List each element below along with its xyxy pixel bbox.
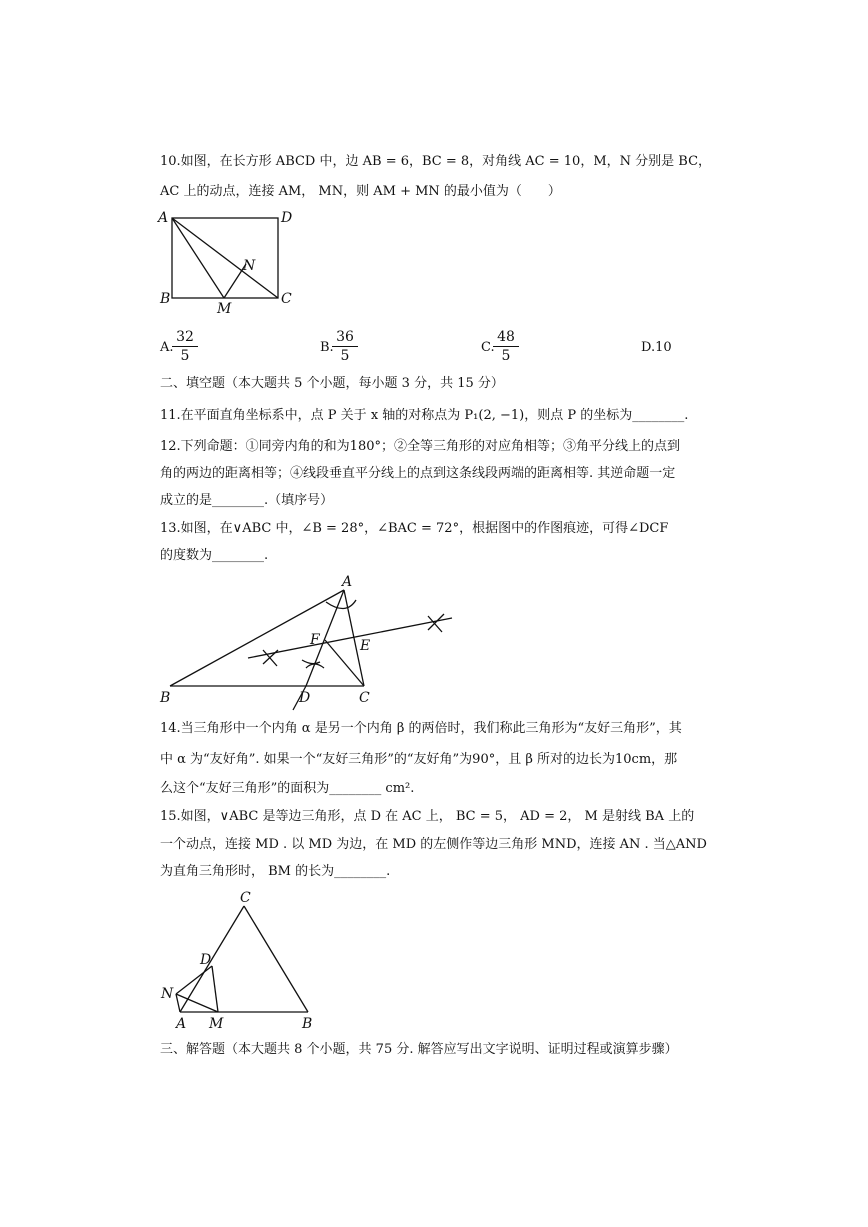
q10-diagonal-ac <box>172 218 278 298</box>
q13-line1: 13.如图，在∨ABC 中，∠B = 28°，∠BAC = 72°，根据图中的作图痕迹，可得∠DCF <box>160 521 669 536</box>
section2-heading: 二、填空题（本大题共 5 个小题，每小题 3 分，共 15 分） <box>160 376 504 391</box>
q13-cross-left <box>263 650 278 666</box>
q13-arc-a <box>326 600 356 609</box>
q15-label-c: C <box>240 890 251 906</box>
q10-label-n: N <box>243 258 256 274</box>
q13-label-b: B <box>160 690 171 706</box>
q15-segment-na <box>176 994 180 1012</box>
q15-figure <box>176 906 308 1012</box>
q15-line2: 一个动点，连接 MD . 以 MD 为边，在 MD 的左侧作等边三角形 MND，连接 AN . 当△AND <box>160 837 707 852</box>
q13-segment-fc <box>325 640 364 686</box>
q10-option-c-denominator: 5 <box>501 348 511 364</box>
q13-label-c: C <box>359 690 370 706</box>
q13-label-a: A <box>342 574 353 590</box>
q11-text: 11.在平面直角坐标系中，点 P 关于 x 轴的对称点为 P₁(2, −1)，则点 P 的坐标为________. <box>160 408 689 423</box>
q10-label-a: A <box>158 210 169 226</box>
q10-option-a-label: A. <box>160 340 174 355</box>
q10-label-b: B <box>160 291 171 307</box>
q10-segment-am <box>172 218 224 298</box>
q10-line2: AC 上的动点，连接 AM， MN，则 AM + MN 的最小值为（ ） <box>160 184 561 199</box>
q10-line1: 10.如图，在长方形 ABCD 中，边 AB = 6，BC = 8，对角线 AC = 10，M，N 分别是 BC， <box>160 154 712 169</box>
q10-option-a-denominator: 5 <box>180 348 190 364</box>
q15-label-n: N <box>161 986 174 1002</box>
q15-line1: 15.如图，∨ABC 是等边三角形，点 D 在 AC 上， BC = 5， AD = 2， M 是射线 BA 上的 <box>160 809 695 824</box>
q15-label-m: M <box>209 1016 224 1032</box>
q10-label-c: C <box>281 291 292 307</box>
q15-label-b: B <box>302 1016 313 1032</box>
q15-line3: 为直角三角形时， BM 的长为________. <box>160 864 391 879</box>
q12-line1: 12.下列命题：①同旁内角的和为180°；②全等三角形的对应角相等；③角平分线上的点到 <box>160 439 680 454</box>
q10-option-b-label: B. <box>320 340 334 355</box>
q14-line1: 14.当三角形中一个内角 α 是另一个内角 β 的两倍时，我们称此三角形为“友好三角形”，其 <box>160 721 682 736</box>
q10-label-m: M <box>217 301 232 317</box>
q15-label-a: A <box>176 1016 187 1032</box>
q10-option-c-fraction <box>493 328 519 365</box>
q10-option-c-label: C. <box>481 340 495 355</box>
q12-line2: 角的两边的距离相等；④线段垂直平分线上的点到这条线段两端的距离相等. 其逆命题一定 <box>160 466 676 481</box>
q15-side-bc <box>244 906 308 1012</box>
q10-option-b-numerator: 36 <box>332 328 358 347</box>
q10-option-b-denominator: 5 <box>340 348 350 364</box>
q10-option-c-numerator: 48 <box>493 328 519 347</box>
q13-line2: 的度数为________. <box>160 548 269 563</box>
q12-line3: 成立的是________.（填序号） <box>160 493 334 508</box>
q13-label-e: E <box>360 638 371 654</box>
q10-figure <box>172 218 278 298</box>
q14-line2: 中 α 为“友好角”. 如果一个“友好三角形”的“友好角”为90°，且 β 所对的边长为10cm，那 <box>160 752 678 767</box>
q10-label-d: D <box>281 210 293 226</box>
q15-segment-dm <box>212 966 218 1012</box>
q14-line3: 么这个“友好三角形”的面积为________ cm². <box>160 781 415 796</box>
q13-cross-right <box>428 614 444 632</box>
section3-heading: 三、解答题（本大题共 8 个小题，共 75 分. 解答应写出文字说明、证明过程或演算步骤） <box>160 1042 678 1057</box>
q10-option-a-fraction <box>172 328 198 365</box>
q10-option-a-numerator: 32 <box>172 328 198 347</box>
q13-perp-bisector <box>248 618 452 658</box>
q15-side-ac <box>180 906 244 1012</box>
q13-label-d: D <box>299 690 311 706</box>
q10-option-b-fraction <box>332 328 358 365</box>
q13-figure <box>170 590 452 710</box>
q15-label-d: D <box>200 952 212 968</box>
q10-option-d: D.10 <box>641 340 672 355</box>
q13-label-f: F <box>310 632 320 648</box>
